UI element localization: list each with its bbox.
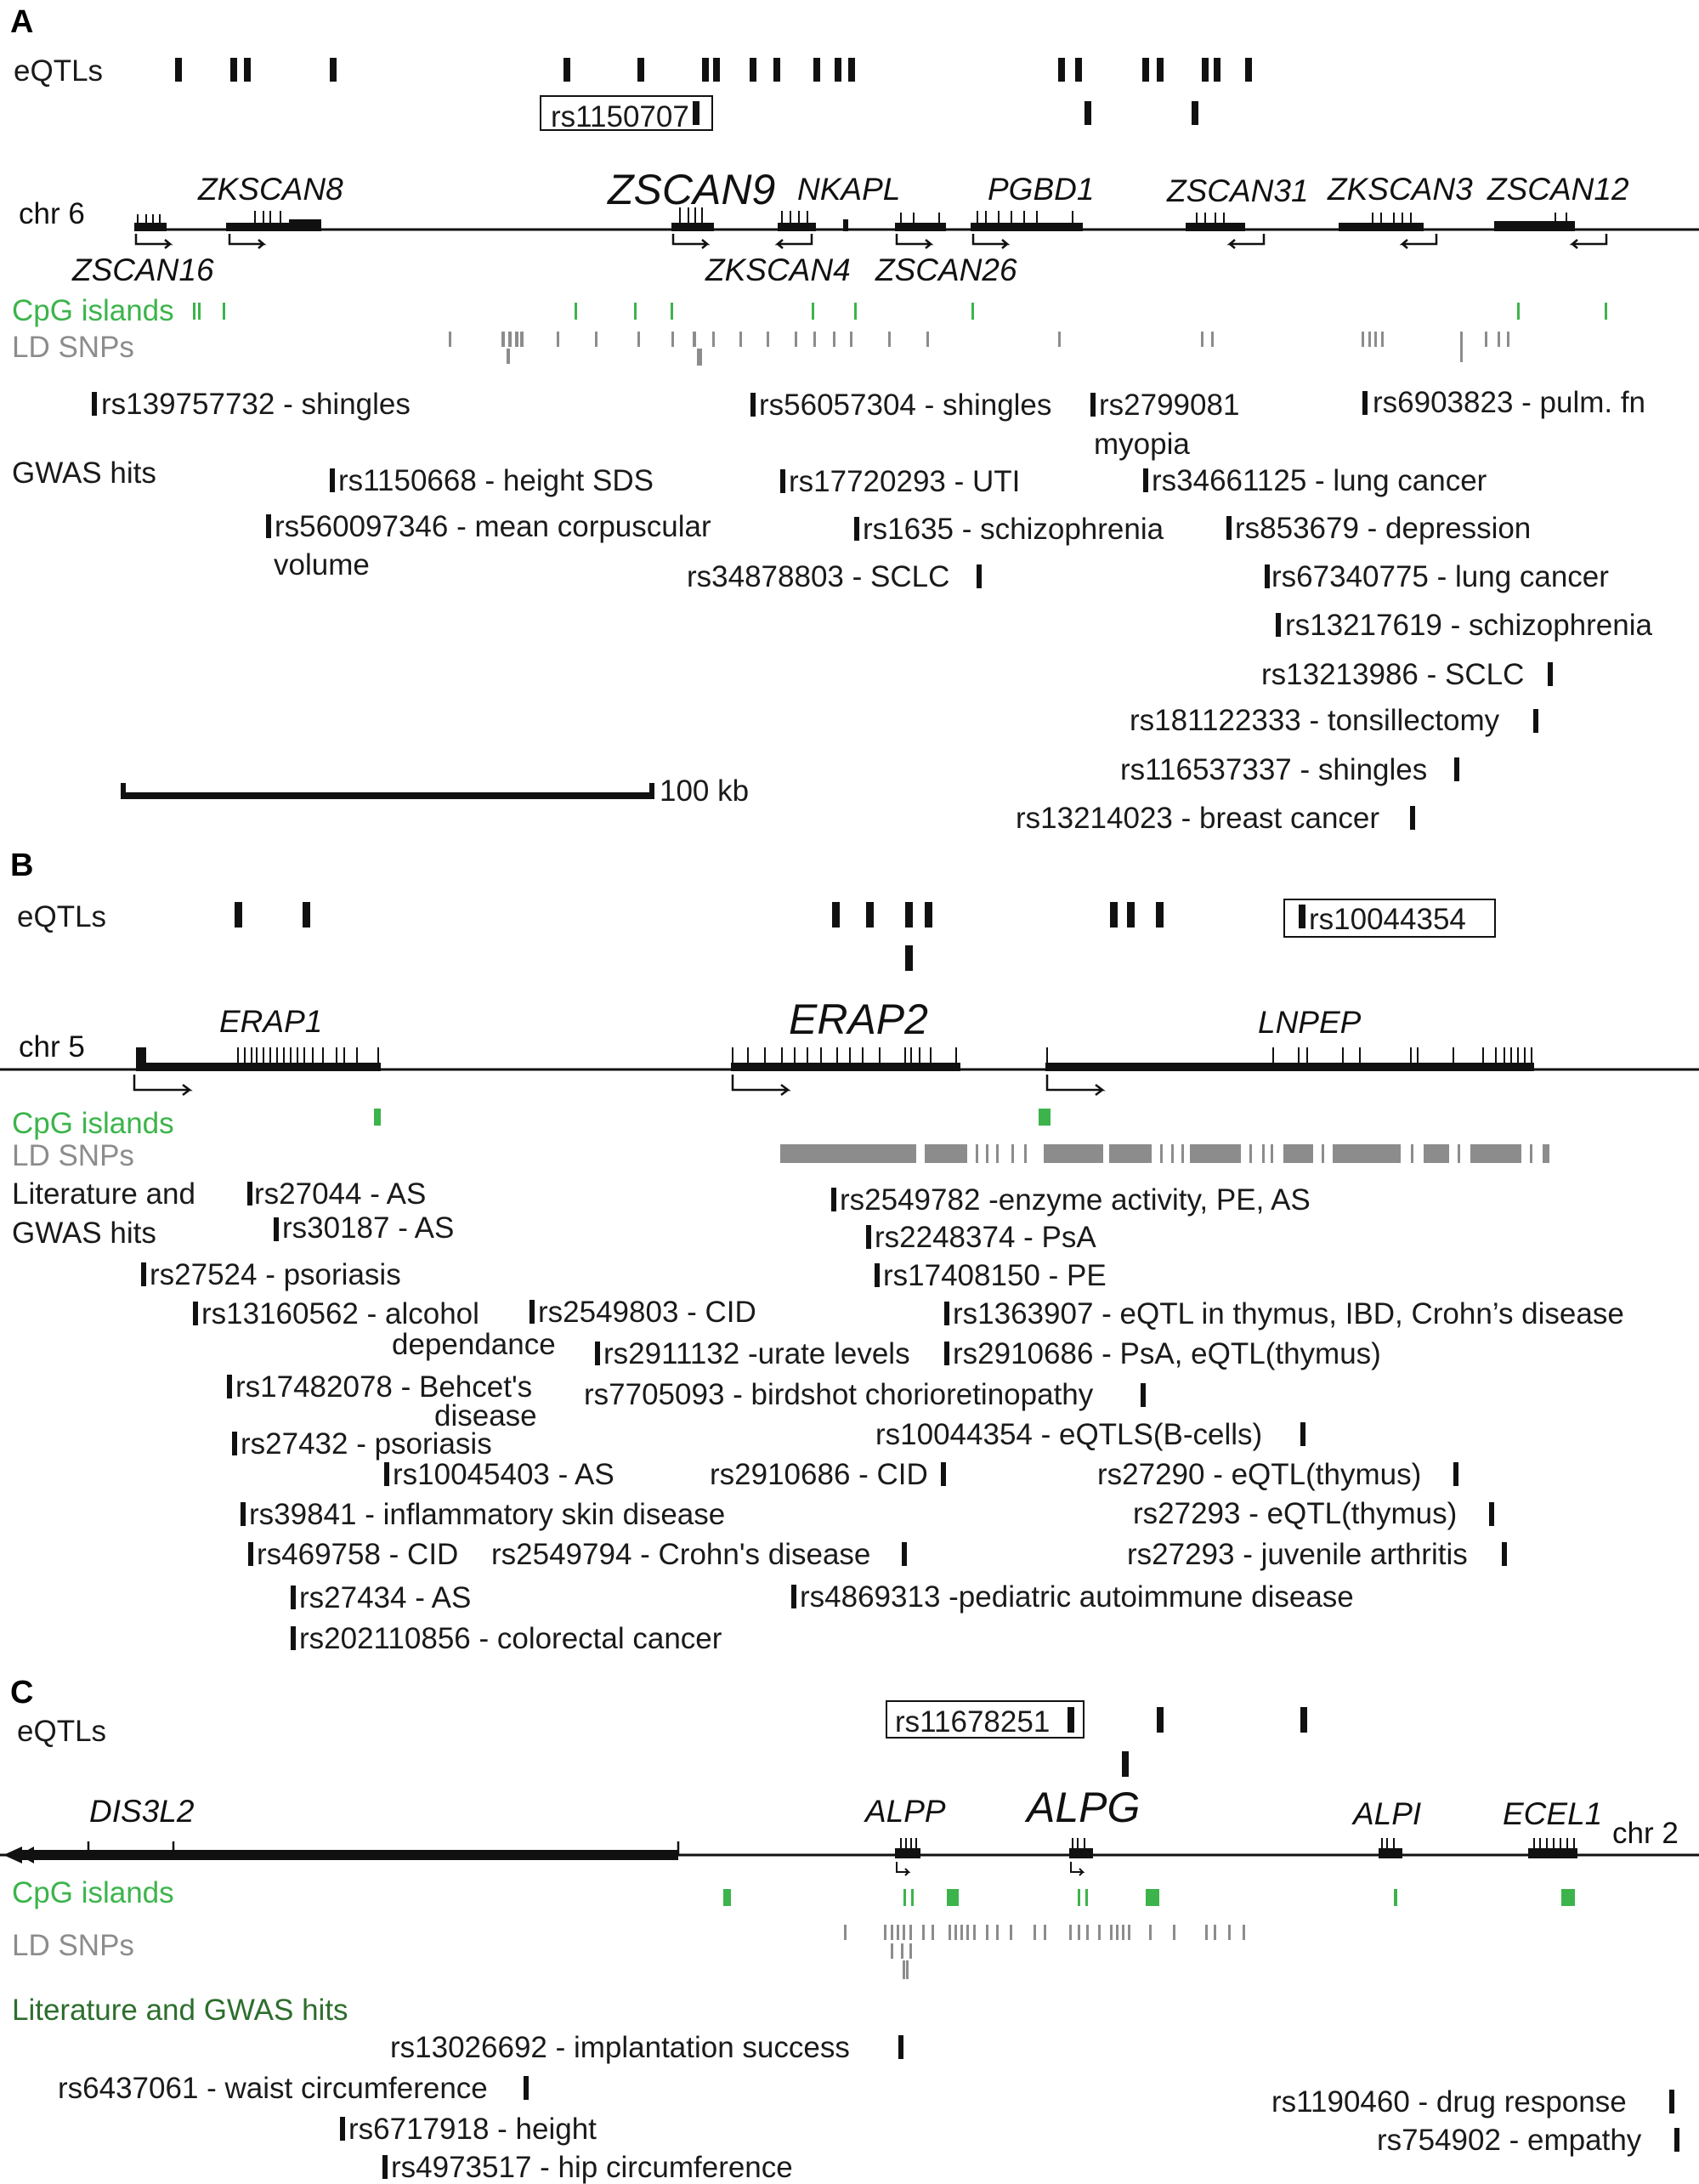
gene-label: ECEL1 — [1503, 1796, 1603, 1831]
gwas-hit: rs13214023 - breast cancer — [1016, 802, 1380, 835]
gene-label: LNPEP — [1258, 1005, 1362, 1040]
lead-eqtl-tick — [693, 101, 699, 125]
cpg-label: CpG islands — [12, 294, 174, 327]
eqtl-tick — [230, 58, 237, 82]
gwas-hit: rs17720293 - UTI — [789, 465, 1021, 498]
literature-hit: rs27290 - eQTL(thymus) — [1097, 1458, 1422, 1491]
chromosome-label: chr 6 — [19, 197, 85, 230]
scale-bar — [121, 783, 654, 799]
gene-label: ZSCAN12 — [1487, 172, 1629, 207]
panel-b-eqtl-label: eQTLs — [17, 900, 107, 933]
eqtl-tick — [175, 58, 182, 82]
eqtl-tick — [1214, 58, 1220, 82]
cpg-label: CpG islands — [12, 1876, 174, 1909]
literature-hit: rs2910686 - CID — [710, 1458, 928, 1491]
panel-b-letter: B — [10, 848, 34, 883]
panel-c-eqtl-label: eQTLs — [17, 1715, 107, 1748]
panel-a-eqtl-label: eQTLs — [14, 54, 104, 88]
gene-label-highlight: ERAP2 — [789, 996, 928, 1043]
literature-hit: dependance — [392, 1328, 556, 1361]
chromosome-label: chr 2 — [1612, 1817, 1679, 1850]
cpg-island-marks — [374, 1109, 1051, 1126]
gene-label: NKAPL — [797, 172, 901, 207]
gene-label: ZSCAN31 — [1167, 173, 1309, 208]
literature-hit: rs2911132 -urate levels — [603, 1337, 910, 1370]
gwas-hit: rs1150668 - height SDS — [338, 464, 654, 497]
ld-label: LD SNPs — [12, 1929, 134, 1962]
literature-hit: rs2549794 - Crohn's disease — [491, 1538, 871, 1571]
eqtl-tick — [637, 58, 644, 82]
panel-c-letter: C — [10, 1675, 34, 1710]
literature-hit: rs39841 - inflammatory skin disease — [249, 1498, 726, 1531]
lead-eqtl-tick — [1299, 905, 1305, 928]
gene-label: ZSCAN16 — [72, 252, 214, 287]
eqtl-tick — [1058, 58, 1065, 82]
lead-eqtl-label: rs11678251 — [895, 1705, 1051, 1739]
eqtl-tick — [244, 58, 251, 82]
eqtl-tick — [564, 58, 570, 82]
literature-hit: disease — [434, 1399, 537, 1432]
eqtl-tick — [1075, 58, 1082, 82]
literature-hit: rs30187 - AS — [282, 1211, 455, 1245]
eqtl-tick — [702, 58, 709, 82]
ld-label: LD SNPs — [12, 1139, 134, 1172]
literature-hit: rs10044354 - eQTLS(B-cells) — [875, 1418, 1263, 1451]
literature-hit: rs2910686 - PsA, eQTL(thymus) — [953, 1337, 1381, 1370]
literature-hit: rs27293 - juvenile arthritis — [1127, 1538, 1468, 1571]
literature-hit: rs17408150 - PE — [883, 1259, 1107, 1292]
hits-label: Literature and GWAS hits — [12, 1994, 348, 2027]
cpg-label: CpG islands — [12, 1107, 174, 1140]
gene-label: ERAP1 — [219, 1004, 323, 1039]
literature-hit: rs2549782 -enzyme activity, PE, AS — [840, 1183, 1311, 1217]
gwas-hit: volume — [274, 548, 370, 581]
gwas-hit: rs34878803 - SCLC — [687, 560, 950, 593]
literature-hit: rs13026692 - implantation success — [390, 2031, 850, 2064]
cpg-island-marks — [723, 1889, 1575, 1906]
gwas-hit: myopia — [1094, 428, 1190, 461]
gene-label: ZKSCAN3 — [1328, 172, 1473, 207]
literature-hit: rs6717918 - height — [348, 2113, 597, 2146]
gwas-hit: rs13213986 - SCLC — [1261, 658, 1525, 691]
panel-b — [0, 848, 1699, 1655]
gene-label: DIS3L2 — [89, 1794, 195, 1829]
literature-hit: rs754902 - empathy — [1377, 2124, 1642, 2157]
gwas-hit: rs116537337 - shingles — [1120, 753, 1428, 786]
ld-snp-marks — [844, 1925, 1245, 1979]
gwas-hit: rs13217619 - schizophrenia — [1285, 609, 1652, 642]
hits-label: Literature and — [12, 1177, 195, 1211]
gene-label: ZSCAN26 — [875, 252, 1017, 287]
panel-c-eqtl-ticks — [1068, 1707, 1307, 1777]
eqtl-tick — [1142, 58, 1149, 82]
literature-hit: rs202110856 - colorectal cancer — [299, 1622, 722, 1655]
gene-models — [3, 1838, 1577, 1875]
gene-models — [134, 1047, 1534, 1095]
gwas-hit: rs181122333 - tonsillectomy — [1130, 704, 1500, 737]
literature-hit: rs1363907 - eQTL in thymus, IBD, Crohn’s disease — [953, 1297, 1624, 1330]
gene-label: ZKSCAN8 — [198, 172, 343, 207]
gene-label: ALPI — [1353, 1796, 1422, 1831]
eqtl-tick — [713, 58, 720, 82]
literature-hit: rs27432 - psoriasis — [241, 1427, 492, 1461]
panel-b-eqtl-ticks — [235, 902, 1164, 971]
eqtl-tick — [848, 58, 855, 82]
gene-label-highlight: ALPG — [1027, 1784, 1141, 1831]
panel-c — [0, 1675, 1699, 2184]
hits-label: GWAS hits — [12, 1217, 156, 1250]
eqtl-tick — [1192, 101, 1198, 125]
panel-a-eqtl-ticks — [175, 58, 1252, 125]
literature-hit: rs27044 - AS — [254, 1177, 427, 1211]
gene-label-highlight: ZSCAN9 — [608, 166, 776, 213]
literature-hit: rs13160562 - alcohol — [201, 1297, 479, 1330]
lead-eqtl-label: rs1150707 — [551, 100, 689, 133]
eqtl-tick — [813, 58, 820, 82]
eqtl-tick — [773, 58, 780, 82]
panel-a-letter: A — [10, 4, 34, 40]
cpg-island-marks — [193, 303, 1607, 320]
literature-hit: rs1190460 - drug response — [1271, 2085, 1627, 2119]
eqtl-tick — [750, 58, 756, 82]
gwas-hit: rs1635 - schizophrenia — [863, 513, 1164, 546]
literature-hit: rs4869313 -pediatric autoimmune disease — [800, 1580, 1354, 1614]
panel-a — [10, 4, 1699, 835]
literature-hit: rs27434 - AS — [299, 1581, 472, 1614]
gwas-hit: rs560097346 - mean corpuscular — [275, 510, 711, 543]
literature-hit: rs4973517 - hip circumference — [391, 2151, 793, 2184]
literature-hit: rs27293 - eQTL(thymus) — [1133, 1497, 1458, 1530]
eqtl-tick — [1245, 58, 1252, 82]
gwas-hit: rs2799081 — [1099, 389, 1240, 422]
literature-hit: rs2248374 - PsA — [875, 1221, 1096, 1254]
literature-hit: rs2549803 - CID — [538, 1296, 756, 1329]
literature-hit: rs10045403 - AS — [393, 1458, 614, 1491]
gwas-hit: rs139757732 - shingles — [101, 388, 411, 421]
gene-label: ALPP — [865, 1794, 946, 1829]
ld-snp-marks — [780, 1144, 1549, 1163]
eqtl-tick — [835, 58, 841, 82]
ld-label: LD SNPs — [12, 331, 134, 364]
gwas-hit: rs56057304 - shingles — [759, 389, 1052, 422]
literature-hit: rs27524 - psoriasis — [150, 1258, 401, 1291]
gwas-label: GWAS hits — [12, 457, 156, 490]
chromosome-label: chr 5 — [19, 1030, 85, 1064]
eqtl-tick — [330, 58, 337, 82]
eqtl-tick — [1157, 58, 1164, 82]
literature-hit: rs7705093 - birdshot chorioretinopathy — [584, 1378, 1094, 1411]
literature-hit: rs469758 - CID — [257, 1538, 459, 1571]
gwas-hit: rs67340775 - lung cancer — [1271, 560, 1609, 593]
literature-hit: rs6437061 - waist circumference — [58, 2072, 488, 2105]
eqtl-tick — [1085, 101, 1091, 125]
gwas-hit: rs6903823 - pulm. fn — [1373, 386, 1646, 419]
ld-snp-marks — [449, 332, 1509, 366]
eqtl-tick — [1202, 58, 1209, 82]
scale-bar-label: 100 kb — [660, 774, 750, 808]
gwas-hit: rs34661125 - lung cancer — [1152, 464, 1487, 497]
gene-models — [134, 207, 1606, 248]
literature-hit: rs17482078 - Behcet's — [235, 1370, 533, 1404]
gwas-hit: rs853679 - depression — [1235, 512, 1532, 545]
lead-eqtl-label: rs10044354 — [1309, 903, 1466, 936]
gene-label: PGBD1 — [988, 172, 1095, 207]
gene-label: ZKSCAN4 — [705, 252, 851, 287]
